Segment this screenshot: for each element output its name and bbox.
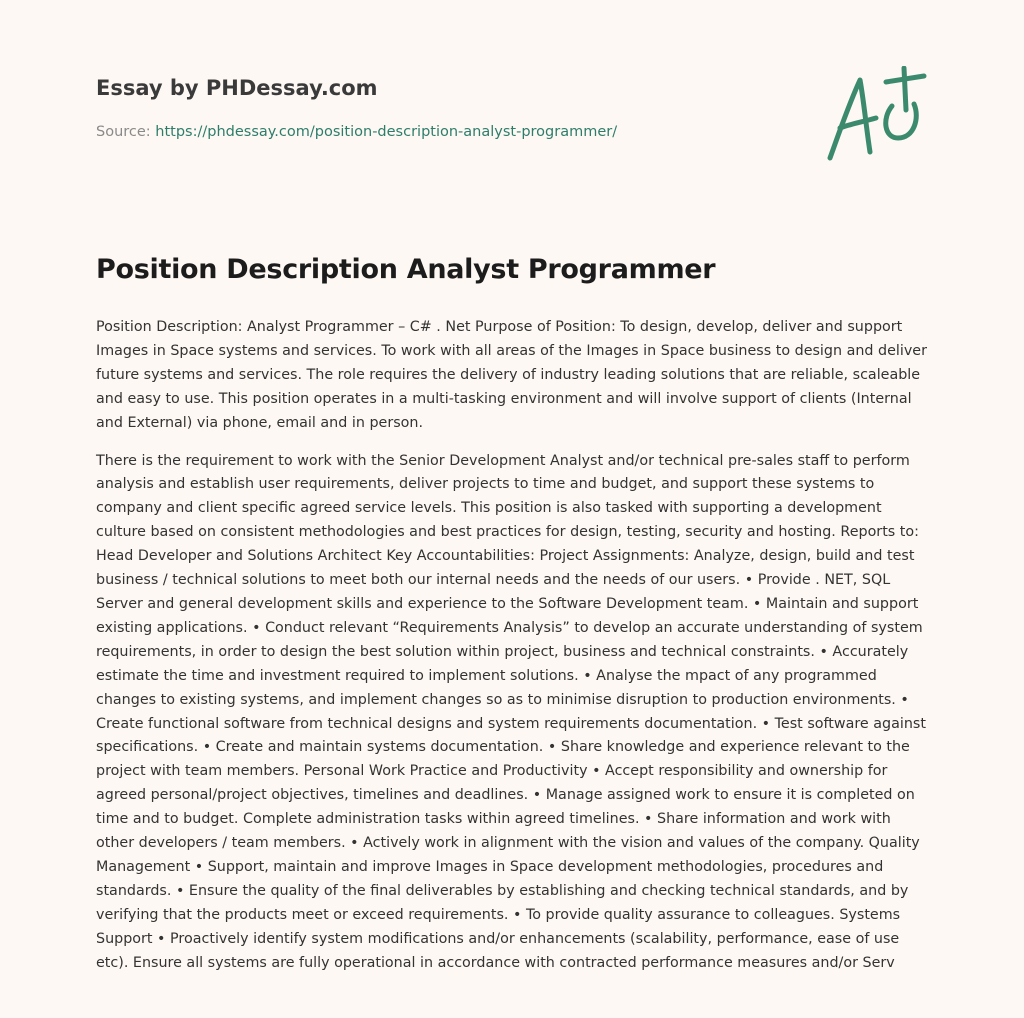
essay-body bbox=[96, 316, 930, 989]
essay-title: Position Description Analyst Programmer bbox=[96, 254, 716, 285]
essay-paragraph: Position Description: Analyst Programmer – C# . Net Purpose of Position: To design, develop, deliver and support Images in Space systems and services. To work with all areas of the Images in Space business to design and deliver future systems and services. The role requires the delivery of industry leading solutions that are reliable, scaleable and easy to use. This position operates in a multi-tasking environment and will involve support of clients (Internal and External) via phone, email and in person. bbox=[96, 319, 927, 431]
source-link[interactable]: https://phdessay.com/position-description-analyst-programmer/ bbox=[155, 124, 618, 140]
essay-paragraph: There is the requirement to work with the Senior Development Analyst and/or technical pre-sales staff to perform analysis and establish user requirements, deliver projects to time and budget, and support these systems to company and client specific agreed service levels. This position is also tasked with supporting a development culture based on consistent methodologies and best practices for design, testing, security and hosting. Reports to: Head Developer and Solutions Architect Key Accountabilities: Project Assignments: Analyze, design, build and test business / technical solutions to meet both our internal needs and the needs of our users. • Provide . NET, SQL Server and general development skills and experience to the Software Development team. • Maintain and support existing applications. • Conduct relevant “Requirements Analysis” to develop an accurate understanding of system requirements, in order to design the best solution within project, business and technical constraints. • Accurately estimate the time and investment required to implement solutions. • Analyse the mpact of any programmed changes to existing systems, and implement changes so as to minimise disruption to production environments. • Create functional software from technical designs and system requirements documentation. • Test software against specifications. • Create and maintain systems documentation. • Share knowledge and experience relevant to the project with team members. Personal Work Practice and Productivity • Accept responsibility and ownership for agreed personal/project objectives, timelines and deadlines. • Manage assigned work to ensure it is completed on time and to budget. Complete administration tasks within agreed timelines. • Share information and work with other developers / team members. • Actively work in alignment with the vision and values of the company. Quality Management • Support, maintain and improve Images in Space development methodologies, procedures and standards. • Ensure the quality of the final deliverables by establishing and checking technical standards, and by verifying that the products meet or exceed requirements. • To provide quality assurance to colleagues. Systems Support • Proactively identify system modifications and/or enhancements (scalability, performance, ease of use etc). Ensure all systems are fully operational in accordance with contracted performance measures and/or Serv bbox=[96, 452, 926, 971]
a-plus-grade-icon bbox=[820, 66, 932, 166]
site-brand: Essay by PHDessay.com bbox=[96, 76, 378, 100]
source-line bbox=[96, 124, 617, 140]
source-label: Source: bbox=[96, 124, 156, 140]
